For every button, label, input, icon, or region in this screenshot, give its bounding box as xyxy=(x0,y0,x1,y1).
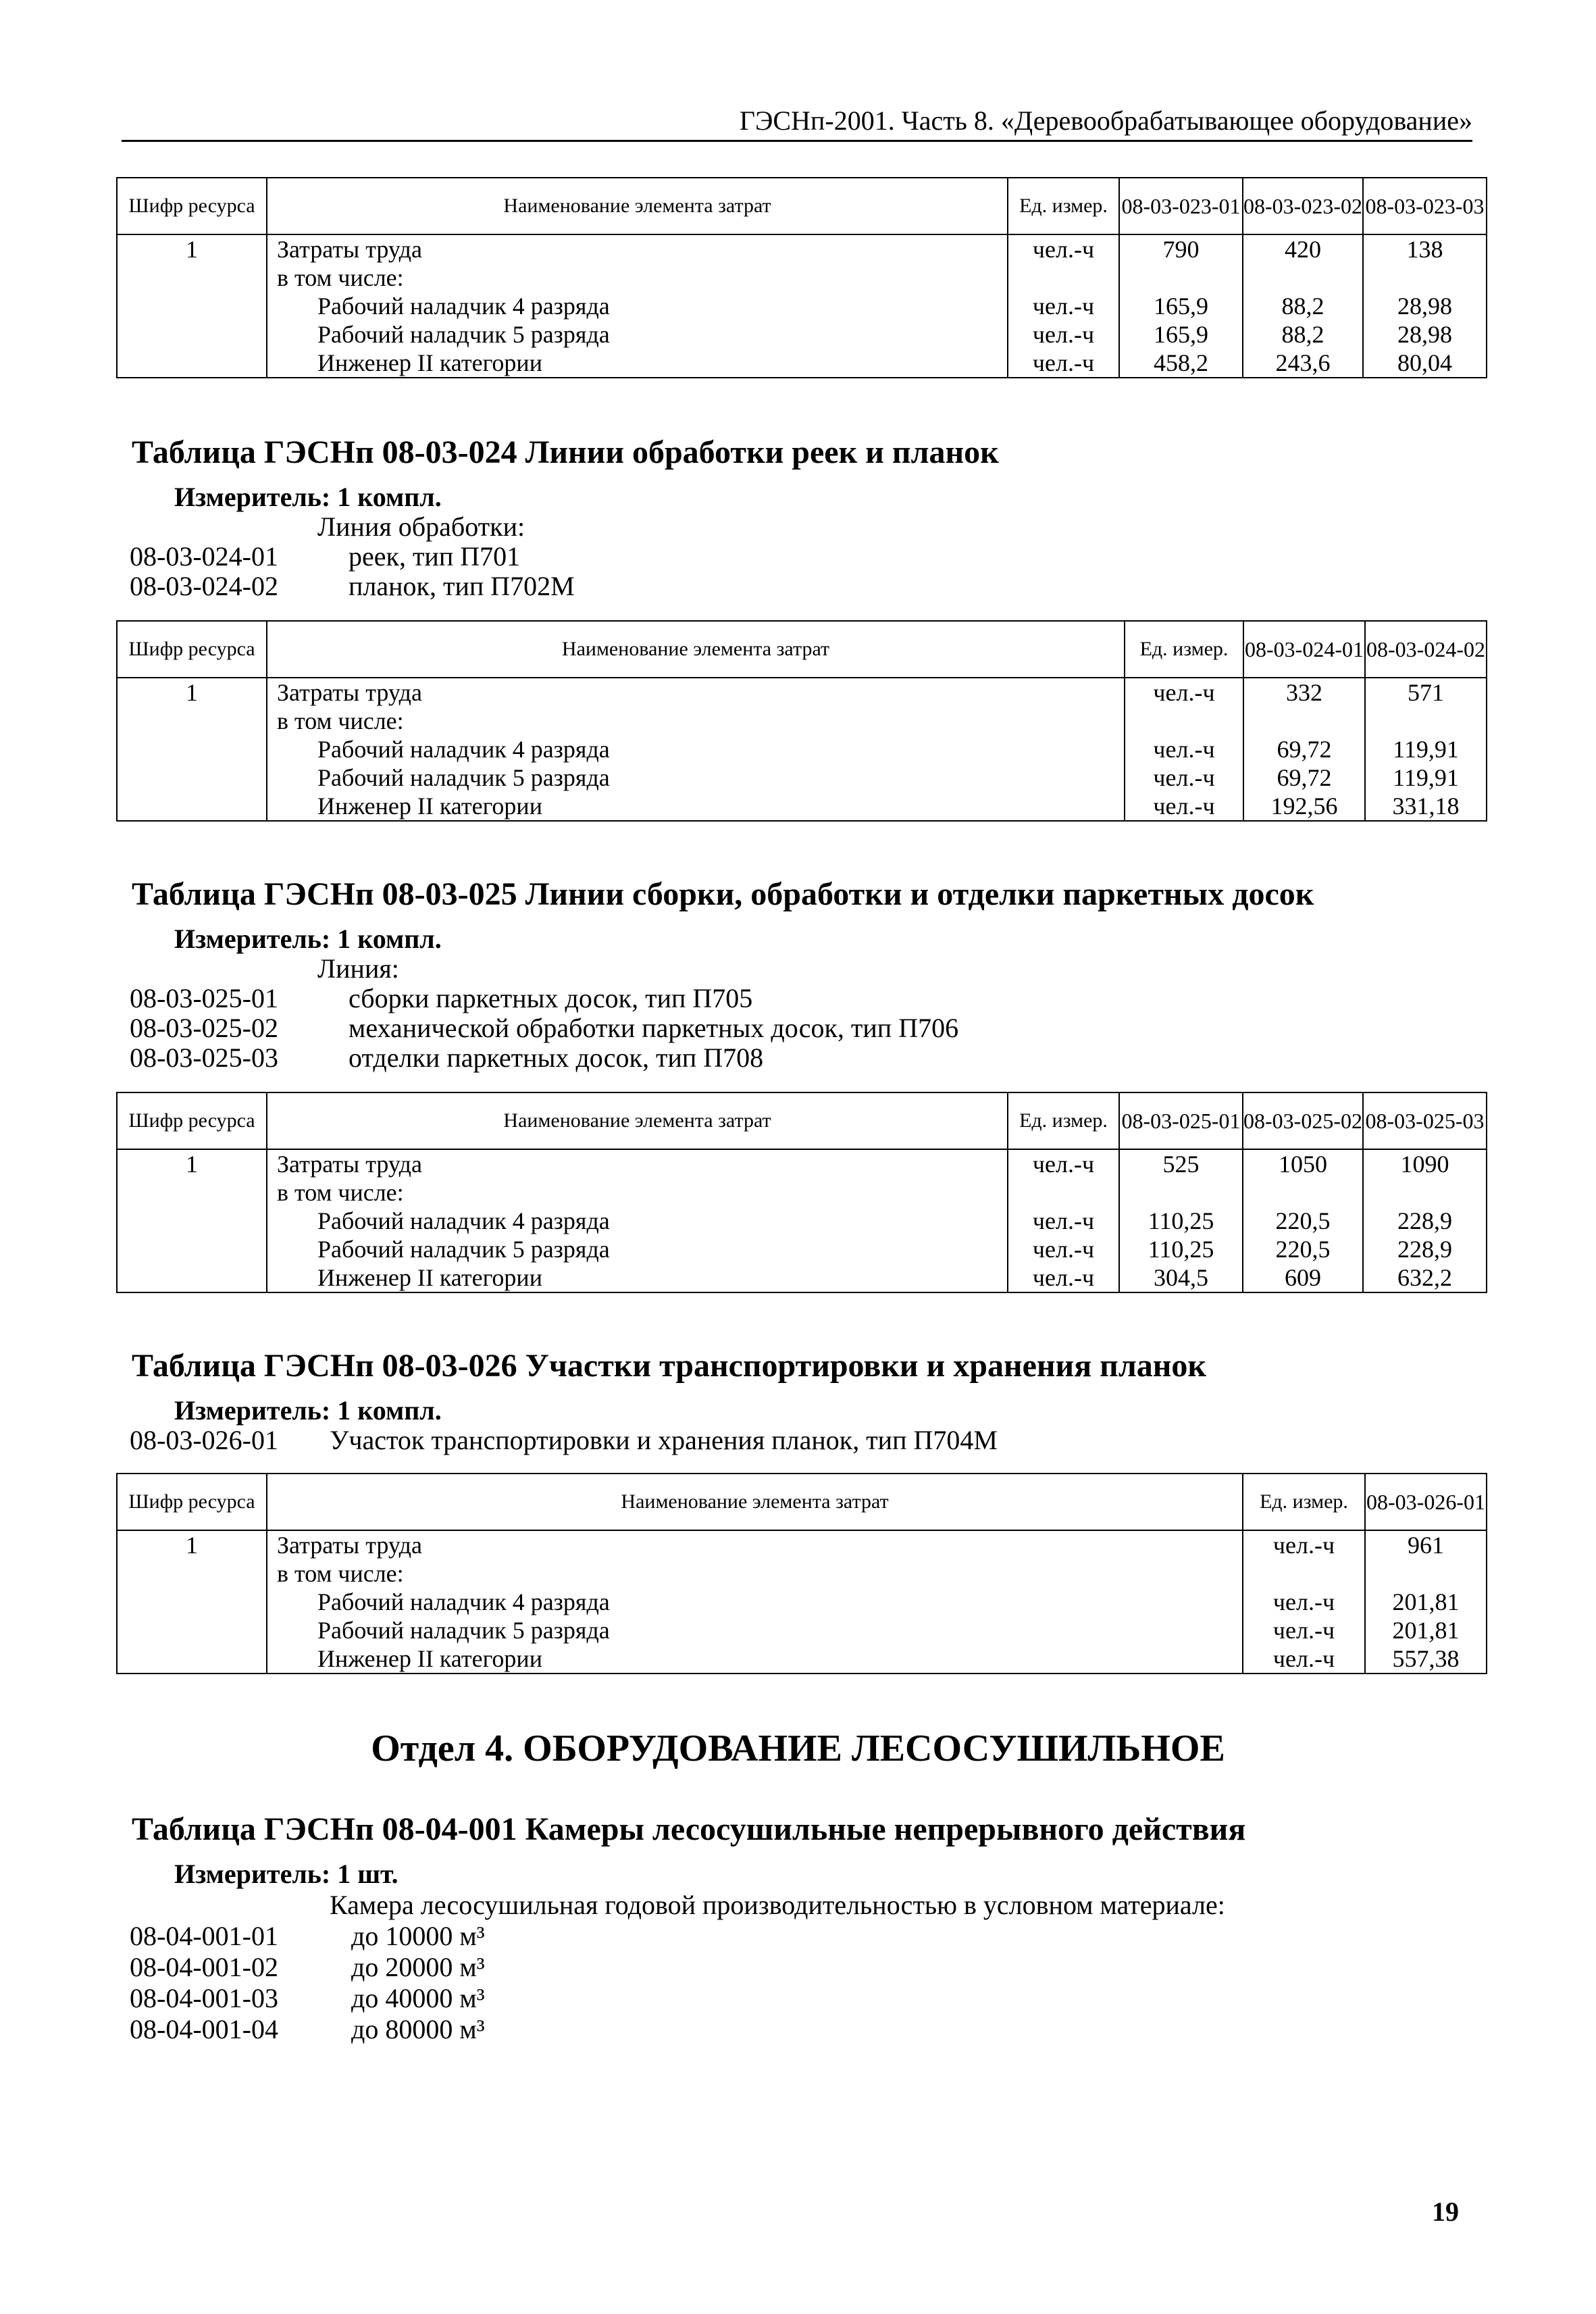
row-value: 458,2 xyxy=(1119,349,1243,378)
row-value: 201,81 xyxy=(1365,1616,1487,1644)
row-value: 69,72 xyxy=(1243,735,1365,763)
header-name: Наименование элемента затрат xyxy=(267,178,1008,234)
section-title: Отдел 4. ОБОРУДОВАНИЕ ЛЕСОСУШИЛЬНОЕ xyxy=(371,1728,1225,1769)
row-name: Рабочий наладчик 5 разряда xyxy=(267,763,1125,792)
table-row xyxy=(117,1530,1487,1559)
row-value: 138 xyxy=(1363,234,1487,263)
row-value: 331,18 xyxy=(1365,792,1487,821)
table-row xyxy=(117,349,1487,378)
table-header-row xyxy=(117,1092,1487,1149)
item-code: 08-03-026-01 xyxy=(130,1425,278,1455)
row-name: Инженер II категории xyxy=(267,349,1008,378)
item-code: 08-04-001-03 xyxy=(130,1983,278,2013)
table-header-row xyxy=(117,178,1487,234)
row-unit: чел.-ч xyxy=(1243,1616,1365,1644)
measure-label: Измеритель: 1 компл. xyxy=(174,1395,442,1426)
table-row xyxy=(117,1149,1487,1178)
item-text: до 10000 м³ xyxy=(351,1921,485,1951)
header-name: Наименование элемента затрат xyxy=(267,1092,1008,1149)
row-value: 332 xyxy=(1243,678,1365,707)
row-value: 243,6 xyxy=(1243,349,1363,378)
item-text: до 20000 м³ xyxy=(351,1952,485,1982)
table-title: Таблица ГЭСНп 08-03-024 Линии обработки реек и планок xyxy=(132,434,999,470)
row-unit: чел.-ч xyxy=(1008,1263,1119,1292)
list-intro: Камера лесосушильная годовой производительностью в условном материале: xyxy=(330,1890,1225,1920)
table-title: Таблица ГЭСНп 08-04-001 Камеры лесосушильные непрерывного действия xyxy=(132,1811,1246,1847)
row-name: Затраты труда xyxy=(267,678,1125,707)
row-value: 790 xyxy=(1119,234,1243,263)
row-name: Затраты труда xyxy=(267,1149,1008,1178)
header-col: 08-03-025-01 xyxy=(1119,1092,1243,1149)
running-header: ГЭСНп-2001. Часть 8. «Деревообрабатывающее оборудование» xyxy=(122,105,1472,142)
row-value: 88,2 xyxy=(1243,320,1363,349)
row-code: 1 xyxy=(117,1530,267,1559)
row-value: 571 xyxy=(1365,678,1487,707)
header-unit: Ед. измер. xyxy=(1008,178,1119,234)
row-name: Инженер II категории xyxy=(267,1644,1243,1674)
table-row xyxy=(117,1588,1487,1616)
row-value: 228,9 xyxy=(1363,1207,1487,1235)
row-value: 28,98 xyxy=(1363,320,1487,349)
header-name: Наименование элемента затрат xyxy=(267,1474,1243,1530)
item-text: реек, тип П701 xyxy=(349,541,521,572)
row-name: Рабочий наладчик 4 разряда xyxy=(267,292,1008,320)
measure-label: Измеритель: 1 компл. xyxy=(174,482,442,512)
row-unit: чел.-ч xyxy=(1125,735,1243,763)
item-code: 08-03-025-03 xyxy=(130,1042,278,1073)
item-text: до 80000 м³ xyxy=(351,2014,485,2044)
table-row xyxy=(117,263,1487,292)
table-row xyxy=(117,735,1487,763)
header-code: Шифр ресурса xyxy=(117,178,267,234)
table-08-03-025 xyxy=(116,1092,1487,1293)
header-code: Шифр ресурса xyxy=(117,1092,267,1149)
row-name: Рабочий наладчик 5 разряда xyxy=(267,1616,1243,1644)
row-unit: чел.-ч xyxy=(1125,792,1243,821)
row-unit: чел.-ч xyxy=(1008,320,1119,349)
row-value: 961 xyxy=(1365,1530,1487,1559)
item-code: 08-04-001-02 xyxy=(130,1952,278,1982)
row-code: 1 xyxy=(117,234,267,263)
table-row xyxy=(117,678,1487,707)
header-name: Наименование элемента затрат xyxy=(267,621,1125,678)
row-unit: чел.-ч xyxy=(1008,1149,1119,1178)
list-intro: Линия обработки: xyxy=(317,511,525,542)
table-title: Таблица ГЭСНп 08-03-025 Линии сборки, обработки и отделки паркетных досок xyxy=(132,876,1314,912)
header-col: 08-03-024-02 xyxy=(1365,621,1487,678)
table-row xyxy=(117,1178,1487,1207)
row-name: Инженер II категории xyxy=(267,1263,1008,1292)
table-row xyxy=(117,1207,1487,1235)
row-value: 525 xyxy=(1119,1149,1243,1178)
row-unit: чел.-ч xyxy=(1008,292,1119,320)
table-header-row xyxy=(117,1474,1487,1530)
row-value: 80,04 xyxy=(1363,349,1487,378)
row-value: 220,5 xyxy=(1243,1207,1363,1235)
table-row xyxy=(117,292,1487,320)
table-08-03-023 xyxy=(116,177,1487,378)
row-unit: чел.-ч xyxy=(1243,1530,1365,1559)
row-code: 1 xyxy=(117,1149,267,1178)
header-col: 08-03-023-01 xyxy=(1119,178,1243,234)
row-value: 110,25 xyxy=(1119,1235,1243,1263)
row-name: Рабочий наладчик 4 разряда xyxy=(267,735,1125,763)
row-value: 632,2 xyxy=(1363,1263,1487,1292)
row-value: 557,38 xyxy=(1365,1644,1487,1674)
table-row xyxy=(117,320,1487,349)
row-name: в том числе: xyxy=(267,1178,1008,1207)
table-08-03-024 xyxy=(116,620,1487,822)
row-name: в том числе: xyxy=(267,707,1125,735)
table-row xyxy=(117,1235,1487,1263)
measure-label: Измеритель: 1 шт. xyxy=(174,1859,398,1889)
row-unit: чел.-ч xyxy=(1125,678,1243,707)
row-value: 165,9 xyxy=(1119,292,1243,320)
row-value: 192,56 xyxy=(1243,792,1365,821)
row-value: 69,72 xyxy=(1243,763,1365,792)
row-value: 420 xyxy=(1243,234,1363,263)
row-unit: чел.-ч xyxy=(1243,1588,1365,1616)
row-value: 88,2 xyxy=(1243,292,1363,320)
header-unit: Ед. измер. xyxy=(1243,1474,1365,1530)
row-value: 228,9 xyxy=(1363,1235,1487,1263)
row-value: 1050 xyxy=(1243,1149,1363,1178)
item-code: 08-03-024-01 xyxy=(130,541,278,572)
page-number: 19 xyxy=(1432,2196,1459,2227)
table-row xyxy=(117,1263,1487,1292)
item-code: 08-03-024-02 xyxy=(130,571,278,601)
header-col: 08-03-024-01 xyxy=(1243,621,1365,678)
row-value: 201,81 xyxy=(1365,1588,1487,1616)
row-value: 304,5 xyxy=(1119,1263,1243,1292)
table-header-row xyxy=(117,621,1487,678)
row-code: 1 xyxy=(117,678,267,707)
table-title: Таблица ГЭСНп 08-03-026 Участки транспортировки и хранения планок xyxy=(132,1348,1207,1384)
header-col: 08-03-026-01 xyxy=(1365,1474,1487,1530)
row-unit: чел.-ч xyxy=(1125,763,1243,792)
row-value: 609 xyxy=(1243,1263,1363,1292)
row-value: 28,98 xyxy=(1363,292,1487,320)
row-value: 119,91 xyxy=(1365,735,1487,763)
header-col: 08-03-023-02 xyxy=(1243,178,1363,234)
header-unit: Ед. измер. xyxy=(1125,621,1243,678)
header-code: Шифр ресурса xyxy=(117,1474,267,1530)
row-name: Затраты труда xyxy=(267,1530,1243,1559)
row-value: 1090 xyxy=(1363,1149,1487,1178)
row-name: Затраты труда xyxy=(267,234,1008,263)
row-unit: чел.-ч xyxy=(1008,1235,1119,1263)
row-name: Рабочий наладчик 4 разряда xyxy=(267,1207,1008,1235)
row-unit: чел.-ч xyxy=(1008,234,1119,263)
table-row xyxy=(117,234,1487,263)
header-code: Шифр ресурса xyxy=(117,621,267,678)
table-row xyxy=(117,1559,1487,1588)
item-text: Участок транспортировки и хранения планок, тип П704М xyxy=(330,1425,998,1455)
header-unit: Ед. измер. xyxy=(1008,1092,1119,1149)
row-name: Рабочий наладчик 5 разряда xyxy=(267,1235,1008,1263)
row-name: Рабочий наладчик 5 разряда xyxy=(267,320,1008,349)
header-col: 08-03-025-03 xyxy=(1363,1092,1487,1149)
header-col: 08-03-025-02 xyxy=(1243,1092,1363,1149)
measure-label: Измеритель: 1 компл. xyxy=(174,924,442,954)
row-value: 165,9 xyxy=(1119,320,1243,349)
row-value: 220,5 xyxy=(1243,1235,1363,1263)
table-row xyxy=(117,792,1487,821)
item-text: отделки паркетных досок, тип П708 xyxy=(349,1042,764,1073)
table-08-03-026 xyxy=(116,1473,1487,1674)
row-name: в том числе: xyxy=(267,263,1008,292)
item-text: механической обработки паркетных досок, тип П706 xyxy=(349,1013,959,1043)
item-code: 08-03-025-01 xyxy=(130,983,278,1013)
table-row xyxy=(117,707,1487,735)
table-row xyxy=(117,1644,1487,1674)
item-code: 08-03-025-02 xyxy=(130,1013,278,1043)
row-unit: чел.-ч xyxy=(1008,1207,1119,1235)
item-text: сборки паркетных досок, тип П705 xyxy=(349,983,753,1013)
row-unit: чел.-ч xyxy=(1008,349,1119,378)
item-code: 08-04-001-01 xyxy=(130,1921,278,1951)
row-unit: чел.-ч xyxy=(1243,1644,1365,1674)
item-text: планок, тип П702М xyxy=(349,571,575,601)
row-value: 119,91 xyxy=(1365,763,1487,792)
item-text: до 40000 м³ xyxy=(351,1983,485,2013)
row-value: 110,25 xyxy=(1119,1207,1243,1235)
header-col: 08-03-023-03 xyxy=(1363,178,1487,234)
row-name: Инженер II категории xyxy=(267,792,1125,821)
row-name: в том числе: xyxy=(267,1559,1243,1588)
table-row xyxy=(117,763,1487,792)
table-row xyxy=(117,1616,1487,1644)
list-intro: Линия: xyxy=(317,953,399,984)
item-code: 08-04-001-04 xyxy=(130,2014,278,2044)
row-name: Рабочий наладчик 4 разряда xyxy=(267,1588,1243,1616)
